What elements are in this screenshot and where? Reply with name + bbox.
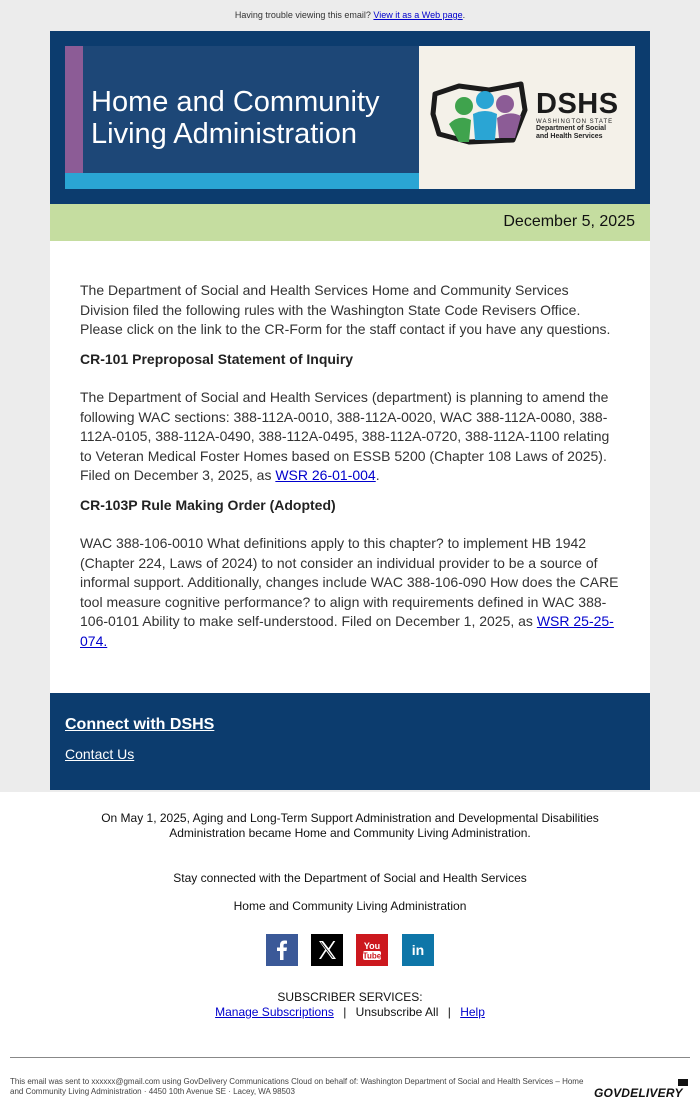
unsubscribe-all-link[interactable]: Unsubscribe All <box>355 1005 439 1019</box>
social-links <box>266 934 436 966</box>
govdelivery-flag-icon <box>678 1079 688 1086</box>
svg-text:in: in <box>411 942 425 958</box>
date-bar <box>50 204 650 241</box>
youtube-icon[interactable] <box>356 934 388 966</box>
intro-paragraph: The Department of Social and Health Services Home and Community Services Division filed the following rules with the Washington State Code Revisers Office. Please click on the link to the CR-Form for the staff contact if you have any questions. <box>80 282 611 337</box>
dshs-people-logo-icon <box>429 80 539 160</box>
header-banner <box>50 31 650 204</box>
dshs-logo <box>419 46 635 189</box>
facebook-icon[interactable] <box>266 934 298 966</box>
subscriber-links: Manage Subscriptions | Unsubscribe All | Help <box>215 1005 485 1019</box>
logo-text: DSHS WASHINGTON STATE Department of Social and Health Services <box>536 88 619 140</box>
wsr-link-25-25-074[interactable]: WSR 25-25-074. <box>80 613 614 649</box>
banner-accent-purple <box>65 46 83 173</box>
svg-text:Tube: Tube <box>362 951 382 961</box>
banner-title: Home and Community Living Administration <box>91 86 380 150</box>
hcla-text: Home and Community Living Administration <box>233 899 467 913</box>
svg-text:You: You <box>363 941 381 951</box>
manage-subscriptions-link[interactable]: Manage Subscriptions <box>215 1005 334 1019</box>
linkedin-icon[interactable] <box>402 934 434 966</box>
trouble-text: Having trouble viewing this email? <box>234 10 371 20</box>
email-body <box>50 241 650 693</box>
web-view-notice: Having trouble viewing this email? View it as a Web page. <box>234 10 466 20</box>
wsr-link-26-01-004[interactable]: WSR 26-01-004 <box>275 467 376 483</box>
stay-connected-text: Stay connected with the Department of Social and Health Services <box>173 871 527 885</box>
footer-disclaimer: This email was sent to xxxxxx@gmail.com using GovDelivery Communications Cloud on behalf of: Washington Department of Social and Health Services – Home and Community Living Administration · 4450 10th Avenue SE · Lacey, WA 98503 <box>10 1077 584 1096</box>
issue-date: December 5, 2025 <box>503 213 635 230</box>
x-icon[interactable] <box>311 934 343 966</box>
banner-accent-cyan <box>65 173 419 189</box>
contact-us-link[interactable]: Contact Us <box>65 746 135 762</box>
section-body-cr103p: WAC 388-106-0010 What definitions apply to this chapter? to implement HB 1942 (Chapter 224, Laws of 2024) to not consider an individual provider to be a source of informal support. Additionally, changes include WAC 388-106-090 How does the CARE tool measure cognitive performance? to align with requirements defined in WAC 388-106-0101 Ability to make self-understood. Filed on December 1, 2025, as WSR 25-25-074. <box>80 535 619 649</box>
web-view-link[interactable]: View it as a Web page <box>373 10 463 20</box>
hcla-banner <box>65 46 419 189</box>
administration-notice: On May 1, 2025, Aging and Long-Term Support Administration and Developmental Disabilities Administration became Home and Community Living Administration. <box>101 811 599 840</box>
section-title-cr101: CR-101 Preproposal Statement of Inquiry <box>80 350 354 367</box>
connect-section <box>50 693 650 790</box>
email-card <box>50 31 650 790</box>
section-body-cr101: The Department of Social and Health Services (department) is planning to amend the following WAC sections: 388-112A-0010, 388-112A-0020, WAC 388-112A-0080, 388-112A-0105, 388-112A-0490, 388-112A-0495, 388-112A-0720, 388-112A-1100 relating to Veteran Medical Foster Homes based on ESSB 5200 (Chapter 108 Laws of 2025). Filed on December 3, 2025, as WSR 26-01-004. <box>80 389 610 483</box>
footer-divider <box>10 1057 690 1058</box>
subscriber-services-title: SUBSCRIBER SERVICES: <box>277 990 423 1004</box>
govdelivery-logo[interactable]: GOVDELIVERY <box>594 1079 694 1103</box>
connect-title[interactable]: Connect with DSHS <box>65 716 215 733</box>
section-title-cr103p: CR-103P Rule Making Order (Adopted) <box>80 496 336 513</box>
help-link[interactable]: Help <box>460 1005 485 1019</box>
